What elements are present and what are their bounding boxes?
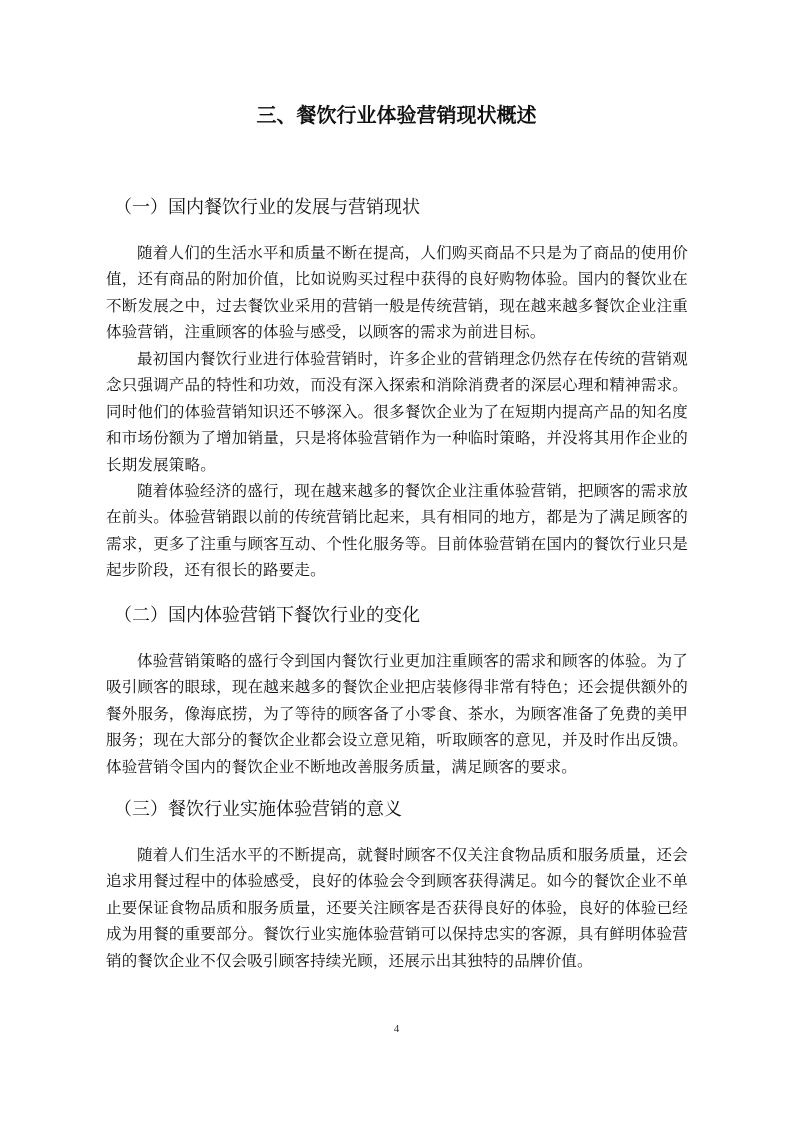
page-number: 4 [393, 1023, 400, 1035]
section-2-paragraph-1: 体验营销策略的盛行令到国内餐饮行业更加注重顾客的需求和顾客的体验。为了吸引顾客的眼球，现在越来越多的餐饮企业把店装修得非常有特色；还会提供额外的餐外服务，像海底捞，为了等待的顾客备了小零食、茶水，为顾客准备了免费的美甲服务；现在大部分的餐饮企业都会设立意见箱，听取顾客的意见，并及时作出反馈。体验营销令国内的餐饮企业不断地改善服务质量，满足顾客的要求。 [106, 652, 688, 776]
section-1-paragraph-2: 最初国内餐饮行业进行体验营销时，许多企业的营销理念仍然存在传统的营销观念只强调产品的特性和功效，而没有深入探索和消除消费者的深层心理和精神需求。同时他们的体验营销知识还不够深入。很多餐饮企业为了在短期内提高产品的知名度和市场份额为了增加销量，只是将体验营销作为一种临时策略，并没将其用作企业的长期发展策略。 [106, 350, 688, 474]
section-3-paragraph-1: 随着人们生活水平的不断提高，就餐时顾客不仅关注食物品质和服务质量，还会追求用餐过程中的体验感受，良好的体验会令到顾客获得满足。如今的餐饮企业不单止要保证食物品质和服务质量，还要关注顾客是否获得良好的体验，良好的体验已经成为用餐的重要部分。餐饮行业实施体验营销可以保持忠实的客源，具有鲜明体验营销的餐饮企业不仅会吸引顾客持续光顾，还展示出其独特的品牌价值。 [106, 846, 688, 970]
chapter-title: 三、餐饮行业体验营销现状概述 [256, 103, 537, 127]
section-heading-1: （一）国内餐饮行业的发展与营销现状 [114, 197, 420, 218]
section-1-paragraph-1: 随着人们的生活水平和质量不断在提高，人们购买商品不只是为了商品的使用价值，还有商品的附加价值，比如说购买过程中获得的良好购物体验。国内的餐饮业在不断发展之中，过去餐饮业采用的营销一般是传统营销，现在越来越多餐饮企业注重体验营销，注重顾客的体验与感受，以顾客的需求为前进目标。 [106, 244, 688, 342]
section-heading-2: （二）国内体验营销下餐饮行业的变化 [114, 605, 420, 626]
section-1-paragraph-3: 随着体验经济的盛行，现在越来越多的餐饮企业注重体验营销，把顾客的需求放在前头。体验营销跟以前的传统营销比起来，具有相同的地方，都是为了满足顾客的需求，更多了注重与顾客互动、个性化服务等。目前体验营销在国内的餐饮行业只是起步阶段，还有很长的路要走。 [106, 482, 688, 580]
section-heading-3: （三）餐饮行业实施体验营销的意义 [114, 799, 402, 820]
